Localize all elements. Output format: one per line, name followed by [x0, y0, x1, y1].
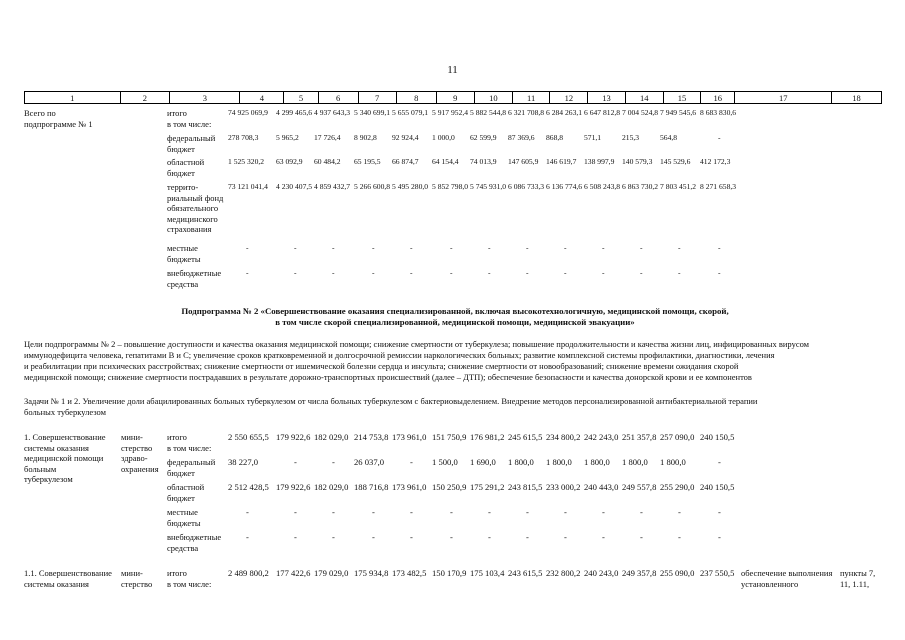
heading-line-2: в том числе скорой специализированной, медицинской помощи, медицинской эвакуации»: [275, 317, 635, 327]
value-cell: 6 508 243,8: [584, 182, 621, 191]
value-cell: 5 882 544,8: [470, 108, 507, 117]
value-cell: -: [602, 268, 605, 277]
row-label: областной: [167, 482, 205, 492]
result-text: обеспечение выполнения: [741, 568, 833, 578]
value-cell: -: [410, 532, 413, 542]
row-label: областной: [167, 157, 205, 167]
row-label: местные: [167, 507, 198, 517]
value-cell: -: [488, 243, 491, 252]
value-cell: -: [332, 457, 335, 467]
goals-line: иммунодефицита человека, гепатитами В и С; увеличение сроков кратковременной и долгосрочной ремиссии наркологических больных; развитие комплексной системы профилактики, диагностики, лечения: [24, 350, 775, 360]
value-cell: 249 557,8: [622, 482, 657, 492]
value-cell: 62 599,9: [470, 133, 497, 142]
value-cell: -: [372, 243, 375, 252]
value-cell: 233 000,2: [546, 482, 581, 492]
row-label: итого: [167, 568, 187, 578]
block1-title: Всего по: [24, 108, 56, 118]
value-cell: 92 924,4: [392, 133, 419, 142]
goals-line: Цели подпрограммы № 2 – повышение доступности и качества оказания медицинской помощи; снижение смертности от туберкулеза; повышение продолжительности и качества жизни лиц, инфицированных вирусом: [24, 339, 810, 349]
value-cell: 26 037,0: [354, 457, 385, 467]
value-cell: 243 815,5: [508, 482, 543, 492]
value-cell: 5 340 699,1: [354, 108, 391, 117]
column-number-17: 17: [735, 92, 832, 104]
value-cell: -: [678, 507, 681, 517]
measure-title: системы оказания: [24, 578, 89, 589]
value-cell: -: [246, 243, 249, 252]
column-number-3: 3: [170, 92, 240, 104]
value-cell: 214 753,8: [354, 432, 389, 442]
value-cell: 1 800,0: [508, 457, 534, 467]
value-cell: 6 284 263,1: [546, 108, 583, 117]
value-cell: -: [526, 268, 529, 277]
value-cell: -: [678, 268, 681, 277]
value-cell: 1 800,0: [584, 457, 610, 467]
value-cell: 564,8: [660, 133, 678, 142]
value-cell: 173 961,0: [392, 482, 427, 492]
value-cell: 237 550,5: [700, 568, 735, 578]
goals-line: и реабилитации при психических расстройствах; снижение смертности от ишемической болезни сердца и инсульта; снижение смертности от новообразований; снижение времени ожидания скорой: [24, 361, 739, 371]
measure-title: 1.1. Совершенствование: [24, 568, 112, 578]
subprogram2-heading: [80, 306, 830, 328]
block1-title: подпрограмме № 1: [24, 118, 93, 129]
column-number-9: 9: [436, 92, 474, 104]
value-cell: 1 800,0: [622, 457, 648, 467]
value-cell: 188 716,8: [354, 482, 389, 492]
value-cell: 257 090,0: [660, 432, 695, 442]
value-cell: 4 859 432,7: [314, 182, 351, 191]
value-cell: 182 029,0: [314, 482, 349, 492]
value-cell: 242 243,0: [584, 432, 619, 442]
value-cell: -: [372, 507, 375, 517]
value-cell: 38 227,0: [228, 457, 259, 467]
executor: мини-: [121, 432, 143, 442]
value-cell: 4 299 465,6: [276, 108, 313, 117]
value-cell: 255 090,0: [660, 568, 695, 578]
row-label: внебюджетные: [167, 532, 222, 542]
value-cell: 179 922,6: [276, 482, 311, 492]
measure-title: 1. Совершенствование: [24, 432, 106, 442]
column-number-14: 14: [625, 92, 663, 104]
goals-paragraph: [24, 339, 882, 383]
value-cell: 17 726,4: [314, 133, 341, 142]
value-cell: 74 013,9: [470, 157, 497, 166]
row-label: итого: [167, 108, 187, 118]
value-cell: 175 103,4: [470, 568, 505, 578]
value-cell: 215,3: [622, 133, 640, 142]
value-cell: 6 086 733,3: [508, 182, 545, 191]
value-cell: -: [410, 268, 413, 277]
value-cell: -: [718, 243, 721, 252]
value-cell: -: [488, 268, 491, 277]
column-number-2: 2: [120, 92, 170, 104]
column-number-18: 18: [832, 92, 882, 104]
value-cell: -: [372, 268, 375, 277]
value-cell: 2 550 655,5: [228, 432, 269, 442]
value-cell: -: [678, 243, 681, 252]
column-number-11: 11: [513, 92, 550, 104]
value-cell: 176 981,2: [470, 432, 505, 442]
value-cell: 7 949 545,6: [660, 108, 697, 117]
value-cell: -: [332, 268, 335, 277]
value-cell: -: [294, 507, 297, 517]
row-label: в том числе:: [167, 442, 212, 453]
value-cell: -: [246, 507, 249, 517]
value-cell: -: [410, 243, 413, 252]
row-label: федеральный: [167, 133, 216, 143]
row-label: средства: [167, 542, 199, 553]
reference-text: пункты 7,: [840, 568, 876, 578]
value-cell: -: [564, 268, 567, 277]
value-cell: 249 357,8: [622, 568, 657, 578]
value-cell: 182 029,0: [314, 432, 349, 442]
row-label: бюджеты: [167, 517, 201, 528]
value-cell: 177 422,6: [276, 568, 311, 578]
value-cell: 4 230 407,5: [276, 182, 313, 191]
value-cell: 74 925 069,9: [228, 108, 268, 117]
value-cell: -: [526, 507, 529, 517]
value-cell: 1 800,0: [546, 457, 572, 467]
value-cell: -: [294, 532, 297, 542]
value-cell: -: [294, 268, 297, 277]
value-cell: -: [450, 507, 453, 517]
row-label: бюджеты: [167, 253, 201, 264]
executor: стерство: [121, 442, 153, 453]
value-cell: 240 150,5: [700, 432, 735, 442]
value-cell: -: [450, 243, 453, 252]
column-number-7: 7: [358, 92, 396, 104]
value-cell: -: [640, 507, 643, 517]
result-text: установленного: [741, 578, 799, 589]
value-cell: -: [372, 532, 375, 542]
value-cell: 7 803 451,2: [660, 182, 697, 191]
row-label: бюджет: [167, 167, 195, 178]
tasks-line: Задачи № 1 и 2. Увеличение доли абацилированных больных туберкулезом от числа больных туберкулезом с бактериовыделением. Внедрение методов персонализированной антибактериальной терапии: [24, 396, 758, 406]
reference-text: 11, 1.11,: [840, 578, 870, 589]
value-cell: -: [488, 532, 491, 542]
value-cell: 5 266 600,8: [354, 182, 391, 191]
value-cell: -: [678, 532, 681, 542]
value-cell: -: [450, 268, 453, 277]
row-label: бюджет: [167, 467, 195, 478]
column-number-8: 8: [396, 92, 436, 104]
page-number: 11: [447, 64, 458, 76]
executor: мини-: [121, 568, 143, 578]
value-cell: 6 321 708,8: [508, 108, 545, 117]
value-cell: 66 874,7: [392, 157, 419, 166]
value-cell: 140 579,3: [622, 157, 653, 166]
value-cell: 6 647 812,8: [584, 108, 621, 117]
value-cell: -: [602, 507, 605, 517]
value-cell: 151 750,9: [432, 432, 467, 442]
value-cell: 150 170,9: [432, 568, 467, 578]
value-cell: 138 997,9: [584, 157, 615, 166]
value-cell: 5 917 952,4: [432, 108, 469, 117]
value-cell: -: [564, 532, 567, 542]
value-cell: 232 800,2: [546, 568, 581, 578]
value-cell: -: [602, 243, 605, 252]
tasks-paragraph: [24, 396, 882, 418]
heading-line-1: Подпрограмма № 2 «Совершенствование оказания специализированной, включая высокотехнологичную, медицинской помощи, скорой,: [181, 306, 729, 316]
row-label: в том числе:: [167, 578, 212, 589]
row-label: местные: [167, 243, 198, 253]
column-number-6: 6: [318, 92, 358, 104]
value-cell: -: [526, 243, 529, 252]
tasks-line: больных туберкулезом: [24, 407, 106, 417]
value-cell: 1 525 320,2: [228, 157, 265, 166]
value-cell: 5 852 798,0: [432, 182, 469, 191]
value-cell: -: [564, 243, 567, 252]
value-cell: 240 243,0: [584, 568, 619, 578]
value-cell: -: [332, 243, 335, 252]
value-cell: -: [410, 507, 413, 517]
value-cell: -: [640, 532, 643, 542]
measure-title: туберкулезом: [24, 474, 73, 484]
value-cell: -: [294, 457, 297, 467]
executor: здраво-: [121, 453, 148, 463]
measure-title: системы оказания: [24, 442, 89, 453]
row-label: итого: [167, 432, 187, 442]
value-cell: -: [718, 268, 721, 277]
value-cell: 60 484,2: [314, 157, 341, 166]
executor: стерство: [121, 578, 153, 589]
value-cell: 868,8: [546, 133, 564, 142]
value-cell: 5 655 079,1: [392, 108, 429, 117]
value-cell: 7 004 524,8: [622, 108, 659, 117]
value-cell: -: [294, 243, 297, 252]
value-cell: 63 092,9: [276, 157, 303, 166]
value-cell: -: [246, 532, 249, 542]
value-cell: 1 800,0: [660, 457, 686, 467]
value-cell: 73 121 041,4: [228, 182, 268, 191]
value-cell: 8 902,8: [354, 133, 377, 142]
value-cell: 65 195,5: [354, 157, 381, 166]
column-number-5: 5: [284, 92, 318, 104]
value-cell: -: [718, 457, 721, 467]
row-label: обязательного: [167, 203, 219, 213]
value-cell: -: [488, 507, 491, 517]
row-label: медицинского: [167, 213, 218, 224]
value-cell: -: [718, 532, 721, 542]
value-cell: 243 615,5: [508, 568, 543, 578]
value-cell: 2 489 800,2: [228, 568, 269, 578]
column-number-4: 4: [240, 92, 284, 104]
value-cell: 234 800,2: [546, 432, 581, 442]
value-cell: 1 500,0: [432, 457, 458, 467]
value-cell: 64 154,4: [432, 157, 459, 166]
row-label: бюджет: [167, 492, 195, 503]
column-header-table: [24, 91, 882, 104]
value-cell: 6 863 730,2: [622, 182, 659, 191]
column-number-13: 13: [588, 92, 625, 104]
value-cell: -: [450, 532, 453, 542]
row-label: риальный фонд: [167, 192, 224, 203]
value-cell: 175 291,2: [470, 482, 505, 492]
value-cell: 5 965,2: [276, 133, 299, 142]
value-cell: -: [602, 532, 605, 542]
value-cell: -: [526, 532, 529, 542]
value-cell: 278 708,3: [228, 133, 259, 142]
value-cell: 175 934,8: [354, 568, 389, 578]
value-cell: 412 172,3: [700, 157, 731, 166]
value-cell: 8 271 658,3: [700, 182, 737, 191]
value-cell: 5 745 931,0: [470, 182, 507, 191]
value-cell: 150 250,9: [432, 482, 467, 492]
value-cell: -: [640, 243, 643, 252]
value-cell: 147 605,9: [508, 157, 539, 166]
value-cell: 255 290,0: [660, 482, 695, 492]
value-cell: 571,1: [584, 133, 602, 142]
value-cell: 251 357,8: [622, 432, 657, 442]
row-label: бюджет: [167, 143, 195, 154]
value-cell: 2 512 428,5: [228, 482, 269, 492]
value-cell: 173 961,0: [392, 432, 427, 442]
value-cell: 146 619,7: [546, 157, 577, 166]
value-cell: -: [332, 532, 335, 542]
executor: охранения: [121, 463, 159, 474]
goals-line: медицинской помощи; снижение смертности пострадавших в результате дорожно-транспортных происшествий (далее – ДТП); обеспечение безопасности и качества донорской крови и ее компонентов: [24, 372, 752, 382]
value-cell: 8 683 830,6: [700, 108, 737, 117]
value-cell: 1 690,0: [470, 457, 496, 467]
value-cell: 5 495 280,0: [392, 182, 429, 191]
value-cell: 245 615,5: [508, 432, 543, 442]
value-cell: 4 937 643,3: [314, 108, 351, 117]
row-label: федеральный: [167, 457, 216, 467]
measure-title: больным: [24, 463, 57, 474]
column-number-12: 12: [550, 92, 588, 104]
value-cell: 240 443,0: [584, 482, 619, 492]
value-cell: -: [718, 507, 721, 517]
value-cell: 1 000,0: [432, 133, 455, 142]
row-label: средства: [167, 278, 199, 289]
value-cell: 173 482,5: [392, 568, 427, 578]
value-cell: 87 369,6: [508, 133, 535, 142]
value-cell: -: [332, 507, 335, 517]
value-cell: -: [718, 133, 721, 142]
column-number-1: 1: [25, 92, 121, 104]
column-number-10: 10: [474, 92, 512, 104]
value-cell: -: [246, 268, 249, 277]
row-label: в том числе:: [167, 118, 212, 129]
row-label: страхования: [167, 224, 212, 234]
value-cell: 6 136 774,6: [546, 182, 583, 191]
value-cell: 240 150,5: [700, 482, 735, 492]
measure-title: медицинской помощи: [24, 453, 104, 463]
value-cell: -: [564, 507, 567, 517]
value-cell: 179 029,0: [314, 568, 349, 578]
column-number-16: 16: [701, 92, 735, 104]
value-cell: -: [640, 268, 643, 277]
value-cell: 145 529,6: [660, 157, 691, 166]
row-label: внебюджетные: [167, 268, 222, 278]
value-cell: -: [410, 457, 413, 467]
column-number-15: 15: [663, 92, 700, 104]
row-label: террито-: [167, 182, 199, 192]
value-cell: 179 922,6: [276, 432, 311, 442]
